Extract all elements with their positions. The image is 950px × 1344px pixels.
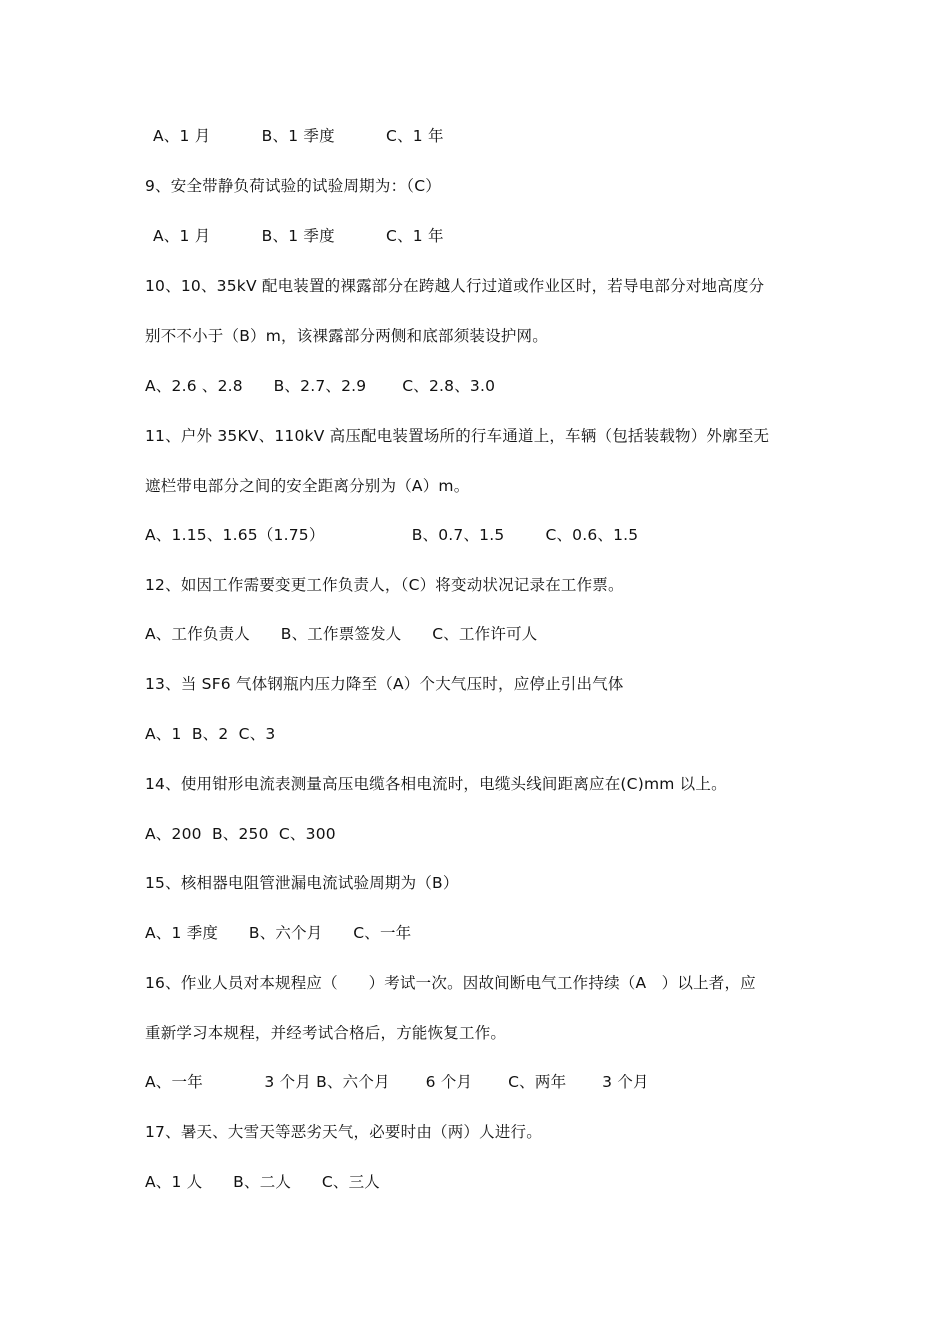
- q11-question-line1: 11、户外 35KV、110kV 高压配电装置场所的行车通道上，车辆（包括装载物）外廓至无: [145, 427, 770, 445]
- q15-question: 15、核相器电阻管泄漏电流试验周期为（B）: [145, 874, 459, 892]
- q16-options: A、一年 3 个月 B、六个月 6 个月 C、两年 3 个月: [145, 1073, 649, 1091]
- q11-question-line2: 遮栏带电部分之间的安全距离分别为（A）m。: [145, 477, 470, 495]
- q14-question: 14、使用钳形电流表测量高压电缆各相电流时，电缆头线间距离应在(C)mm 以上。: [145, 775, 727, 793]
- q15-options: A、1 季度 B、六个月 C、一年: [145, 924, 412, 942]
- q14-options: A、200 B、250 C、300: [145, 825, 336, 843]
- q9-options: A、1 月 B、1 季度 C、1 年: [153, 227, 444, 245]
- q12-question: 12、如因工作需要变更工作负责人，（C）将变动状况记录在工作票。: [145, 576, 624, 594]
- q8-options: A、1 月 B、1 季度 C、1 年: [153, 127, 444, 145]
- q10-options: A、2.6 、2.8 B、2.7、2.9 C、2.8、3.0: [145, 377, 496, 395]
- q13-options: A、1 B、2 C、3: [145, 725, 276, 743]
- q16-question-line1: 16、作业人员对本规程应（ ）考试一次。因故间断电气工作持续（A ）以上者，应: [145, 974, 756, 992]
- q11-options: A、1.15、1.65（1.75） B、0.7、1.5 C、0.6、1.5: [145, 526, 639, 544]
- q10-question-line2: 别不不小于（B）m，该裸露部分两侧和底部须装设护网。: [145, 327, 548, 345]
- q16-question-line2: 重新学习本规程，并经考试合格后，方能恢复工作。: [145, 1024, 507, 1042]
- q9-question: 9、安全带静负荷试验的试验周期为：（C）: [145, 177, 441, 195]
- q17-question: 17、暑天、大雪天等恶劣天气，必要时由（两）人进行。: [145, 1123, 542, 1141]
- q10-question-line1: 10、10、35kV 配电装置的裸露部分在跨越人行过道或作业区时，若导电部分对地高度分: [145, 277, 765, 295]
- q12-options: A、工作负责人 B、工作票签发人 C、工作许可人: [145, 625, 538, 643]
- q17-options: A、1 人 B、二人 C、三人: [145, 1173, 380, 1191]
- q13-question: 13、当 SF6 气体钢瓶内压力降至（A）个大气压时，应停止引出气体: [145, 675, 624, 693]
